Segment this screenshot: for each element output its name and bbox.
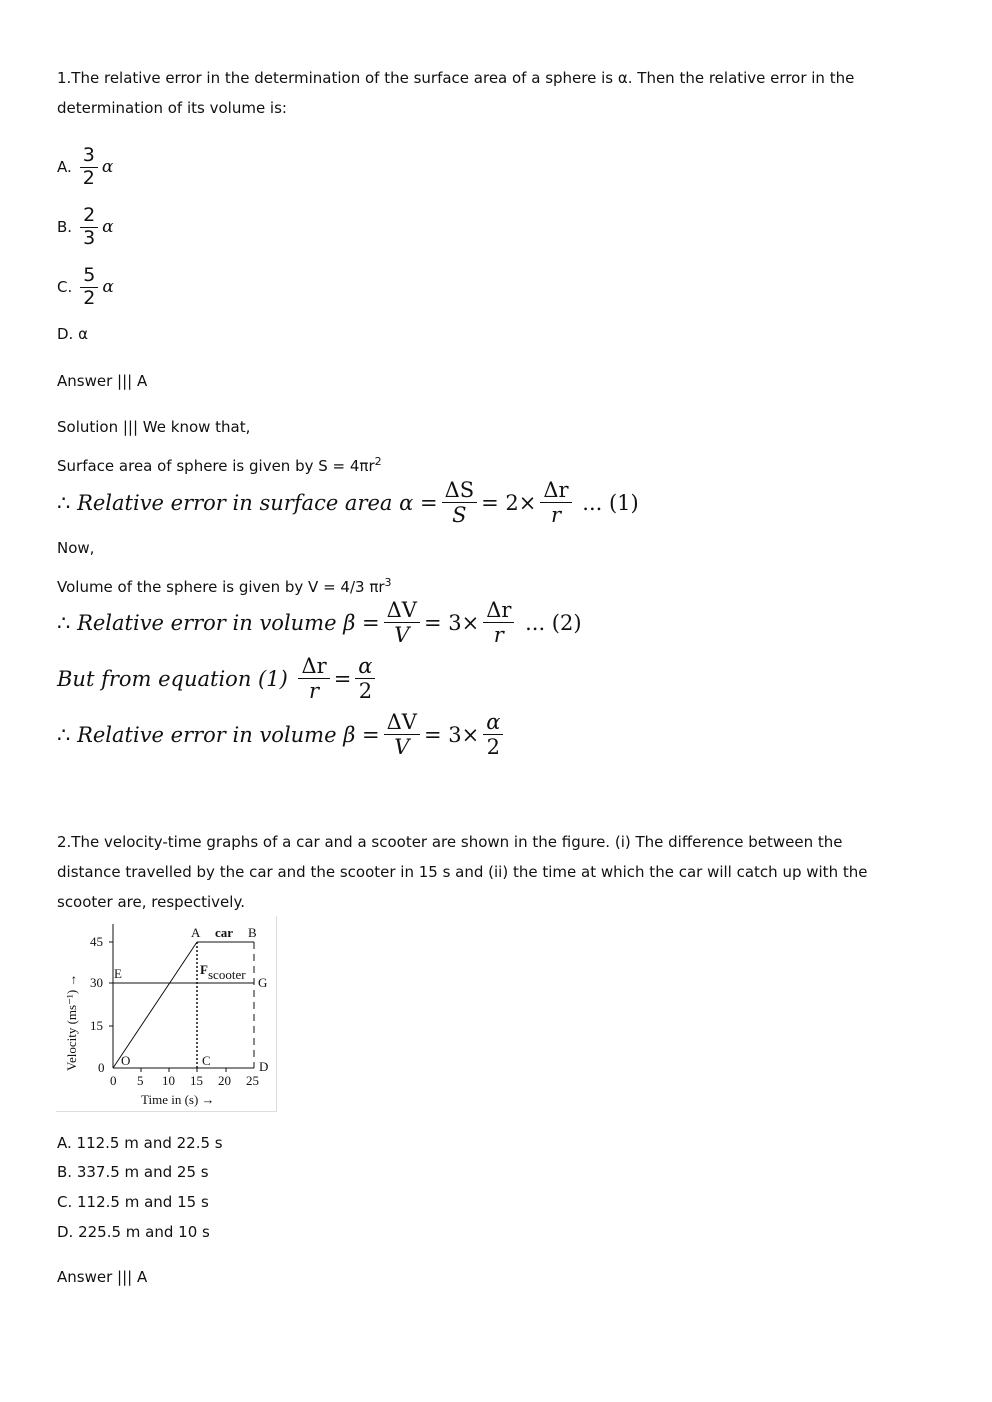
denominator: 2 xyxy=(358,679,373,704)
q1-option-c[interactable] xyxy=(57,265,114,310)
equation-4 xyxy=(57,710,507,759)
surface-area-line xyxy=(57,452,382,476)
eq-mid: = 2× xyxy=(481,490,537,515)
option-label: D. xyxy=(57,325,74,343)
x-tick: 0 xyxy=(110,1073,117,1088)
car-label: car xyxy=(215,925,234,940)
therefore-symbol: ∴ xyxy=(57,722,71,747)
y-tick: 45 xyxy=(90,934,103,949)
denominator: 2 xyxy=(486,735,500,760)
numerator: 3 xyxy=(80,145,98,168)
y-tick: 15 xyxy=(90,1018,103,1033)
point-a: A xyxy=(191,925,201,940)
point-d: D xyxy=(259,1059,269,1074)
scooter-label: scooter xyxy=(208,967,246,982)
eq-text: Relative error in surface area α = xyxy=(77,490,438,515)
volume-line xyxy=(57,573,392,597)
numerator: ΔS xyxy=(442,478,478,503)
alpha: α xyxy=(102,277,114,298)
eq-tag: ... (1) xyxy=(582,490,639,515)
equation-2 xyxy=(57,598,582,647)
volume-text: Volume of the sphere is given by V = 4/3 πr xyxy=(57,578,385,596)
y-axis-label: Velocity (ms⁻¹) → xyxy=(64,973,79,1071)
q1-answer: Answer ||| A xyxy=(57,372,148,390)
denominator: V xyxy=(394,735,410,760)
denominator: 3 xyxy=(83,226,96,249)
point-g: G xyxy=(258,975,268,990)
x-tick: 20 xyxy=(218,1073,231,1088)
q1-solution: Solution ||| We know that, xyxy=(57,418,251,436)
point-b: B xyxy=(248,925,257,940)
point-e: E xyxy=(114,966,122,981)
exponent: 2 xyxy=(374,455,382,468)
q2-question-line3: scooter are, respectively. xyxy=(57,893,245,911)
eq-text: Relative error in volume β = xyxy=(77,610,380,635)
q2-option-c[interactable]: C. 112.5 m and 15 s xyxy=(57,1193,209,1211)
numerator: Δr xyxy=(298,654,329,679)
eq-text: But from equation (1) xyxy=(57,666,288,691)
numerator: α xyxy=(483,710,503,735)
point-f: F xyxy=(200,962,208,977)
option-label: B. xyxy=(57,218,73,237)
numerator: Δr xyxy=(540,478,571,503)
denominator: r xyxy=(309,679,320,704)
x-tick: 5 xyxy=(137,1073,144,1088)
denominator: S xyxy=(452,503,467,528)
car-acceleration-line xyxy=(113,942,197,1068)
numerator: Δr xyxy=(483,598,514,623)
q2-answer: Answer ||| A xyxy=(57,1268,148,1286)
option-label: A. xyxy=(57,158,72,177)
q2-option-b[interactable]: B. 337.5 m and 25 s xyxy=(57,1163,209,1181)
denominator: 2 xyxy=(83,286,96,309)
eq-text: Relative error in volume β = xyxy=(77,722,380,747)
equation-1 xyxy=(57,478,639,527)
therefore-symbol: ∴ xyxy=(57,490,71,515)
q2-option-a[interactable]: A. 112.5 m and 22.5 s xyxy=(57,1134,223,1152)
denominator: r xyxy=(550,503,561,528)
q1-option-a[interactable] xyxy=(57,145,113,190)
x-tick: 15 xyxy=(190,1073,203,1088)
numerator: 5 xyxy=(80,265,98,288)
therefore-symbol: ∴ xyxy=(57,610,71,635)
q1-question-line2: determination of its volume is: xyxy=(57,99,287,117)
numerator: ΔV xyxy=(384,710,420,735)
now-text: Now, xyxy=(57,539,95,557)
numerator: ΔV xyxy=(384,598,420,623)
velocity-time-figure xyxy=(56,916,277,1112)
option-text: α xyxy=(78,325,88,343)
q2-question-line1: 2.The velocity-time graphs of a car and a scooter are shown in the figure. (i) The difference between the xyxy=(57,833,843,851)
alpha: α xyxy=(102,217,114,238)
exponent: 3 xyxy=(384,576,392,589)
numerator: α xyxy=(355,654,375,679)
point-o: O xyxy=(121,1053,131,1068)
surface-text: Surface area of sphere is given by S = 4πr xyxy=(57,457,375,475)
eq-tag: ... (2) xyxy=(525,610,582,635)
q1-option-d[interactable] xyxy=(57,325,88,343)
eq-mid: = 3× xyxy=(423,722,480,747)
point-c: C xyxy=(202,1053,211,1068)
x-tick: 10 xyxy=(162,1073,175,1088)
alpha: α xyxy=(101,157,114,178)
eq-mid: = xyxy=(333,666,352,691)
numerator: 2 xyxy=(80,205,98,228)
x-tick: 25 xyxy=(246,1073,259,1088)
y-tick: 30 xyxy=(90,975,103,990)
denominator: 2 xyxy=(82,166,95,189)
denominator: r xyxy=(493,623,504,648)
q2-question-line2: distance travelled by the car and the scooter in 15 s and (ii) the time at which the car will catch up with the xyxy=(57,863,868,881)
q1-option-b[interactable] xyxy=(57,205,114,250)
denominator: V xyxy=(394,623,410,648)
option-label: C. xyxy=(57,278,73,297)
q1-question: 1.The relative error in the determination of the surface area of a sphere is α. Then the relative error in the xyxy=(57,69,855,87)
eq-mid: = 3× xyxy=(423,610,480,635)
x-axis-label: Time in (s) → xyxy=(141,1092,215,1107)
y-tick: 0 xyxy=(98,1060,105,1075)
equation-3 xyxy=(57,654,379,703)
q2-option-d[interactable]: D. 225.5 m and 10 s xyxy=(57,1223,210,1241)
